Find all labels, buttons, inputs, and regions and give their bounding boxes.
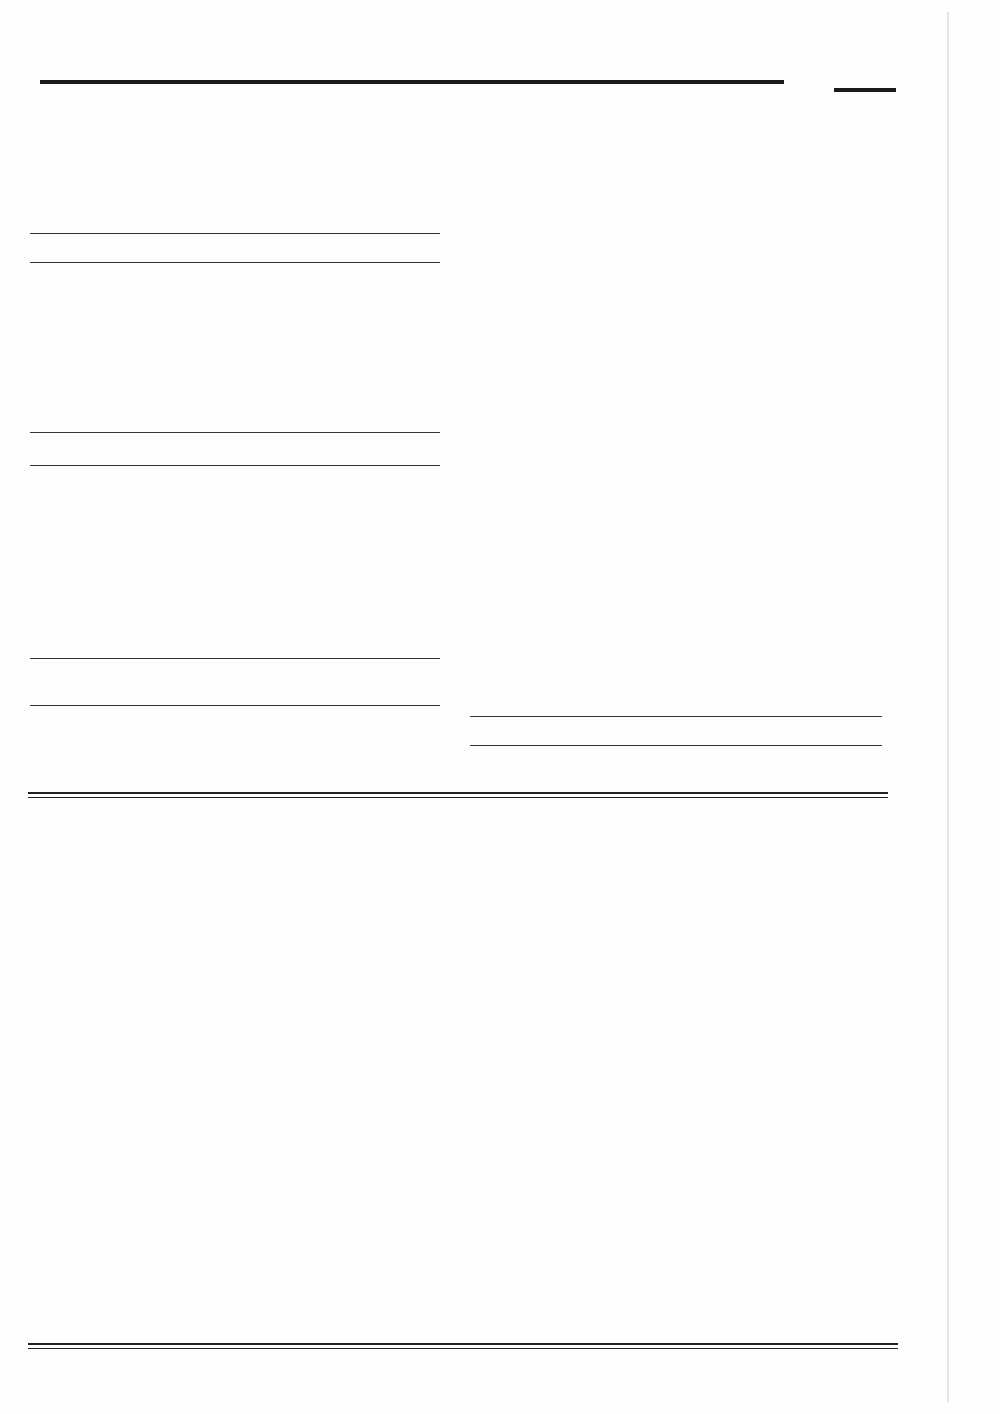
scrap-rule-bottom [30, 705, 440, 706]
misc-rule-top [30, 432, 440, 433]
section-divider-top-1 [28, 792, 888, 794]
page-edge-shadow [947, 12, 949, 1402]
scrap-rule-top [30, 658, 440, 659]
section-divider-bottom-1 [28, 1343, 898, 1345]
section-divider-top-2 [28, 797, 888, 798]
tankers-rule-top [30, 233, 440, 234]
section-divider-bottom-2 [28, 1348, 898, 1349]
header-rule-right [834, 88, 896, 92]
tankers-rule-bottom [30, 262, 440, 263]
misc-rule-bottom [30, 465, 440, 466]
header-rule-left [40, 80, 784, 84]
history-rule-bottom [470, 745, 882, 746]
history-rule-top [470, 716, 882, 717]
